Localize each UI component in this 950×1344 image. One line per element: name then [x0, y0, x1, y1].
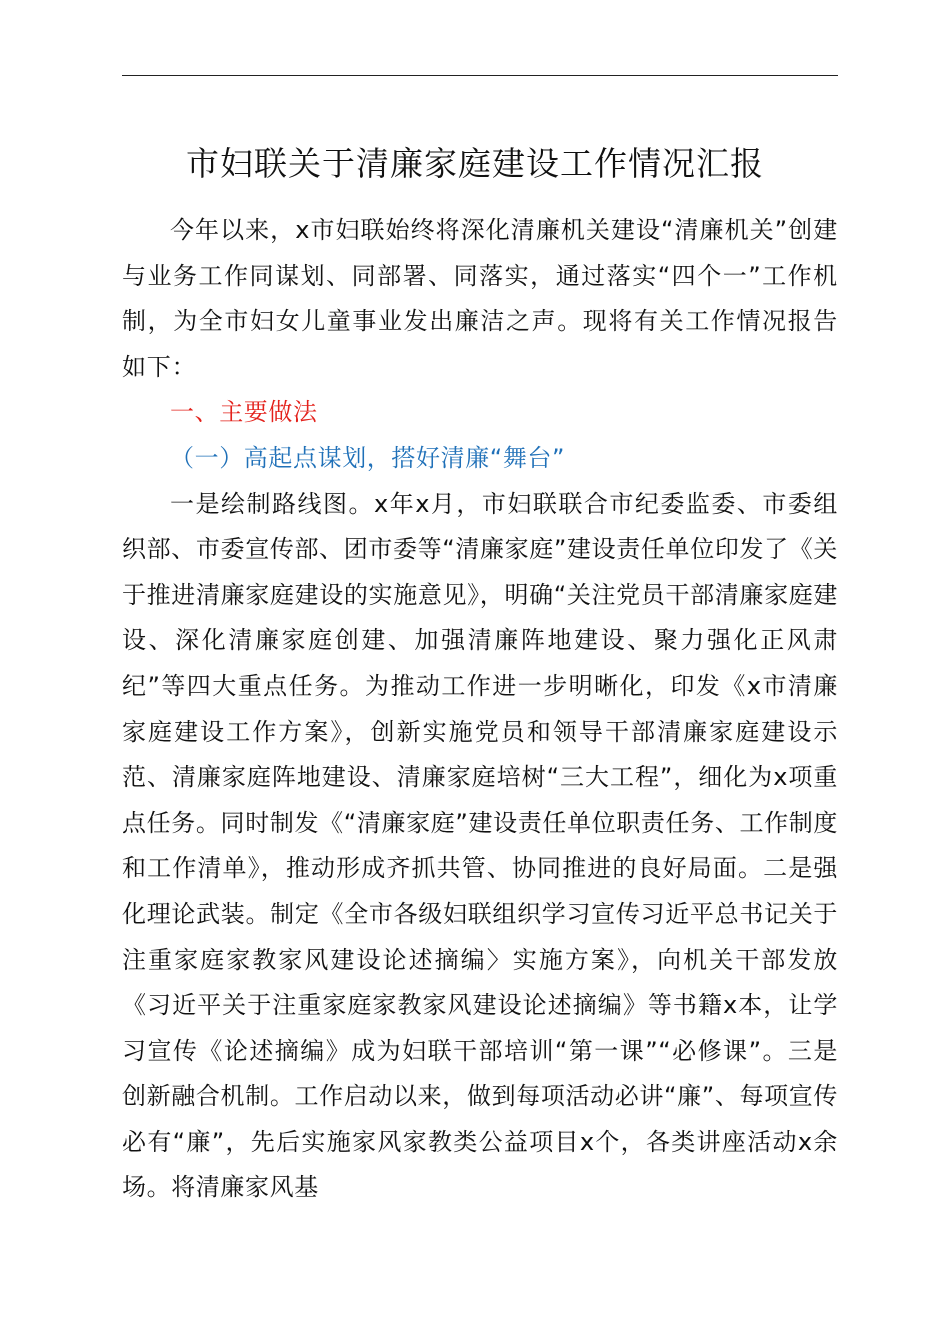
intro-paragraph: 今年以来，x市妇联始终将深化清廉机关建设“清廉机关”创建与业务工作同谋划、同部署、同落实，通过落实“四个一”工作机制，为全市妇女儿童事业发出廉洁之声。现将有关工作情况报告如下：	[122, 216, 838, 381]
section-heading-main-practices: 一、主要做法	[170, 398, 318, 427]
subsection-heading-planning: （一）高起点谋划，搭好清廉“舞台”	[170, 443, 566, 472]
document-body	[122, 208, 838, 1211]
header-rule	[122, 75, 838, 76]
document-title: 市妇联关于清廉家庭建设工作情况汇报	[186, 144, 764, 183]
body-paragraph: 一是绘制路线图。x年x月，市妇联联合市纪委监委、市委组织部、市委宣传部、团市委等“清廉家庭”建设责任单位印发了《关于推进清廉家庭建设的实施意见》，明确“关注党员干部清廉家庭建设、深化清廉家庭创建、加强清廉阵地建设、聚力强化正风肃纪”等四大重点任务。为推动工作进一步明晰化，印发《x市清廉家庭建设工作方案》，创新实施党员和领导干部清廉家庭建设示范、清廉家庭阵地建设、清廉家庭培树“三大工程”，细化为x项重点任务。同时制发《“清廉家庭”建设责任单位职责任务、工作制度和工作清单》，推动形成齐抓共管、协同推进的良好局面。二是强化理论武装。制定《全市各级妇联组织学习宣传习近平总书记关于注重家庭家教家风建设论述摘编〉实施方案》，向机关干部发放《习近平关于注重家庭家教家风建设论述摘编》等书籍x本，让学习宣传《论述摘编》成为妇联干部培训“第一课”“必修课”。三是创新融合机制。工作启动以来，做到每项活动必讲“廉”、每项宣传必有“廉”，先后实施家风家教类公益项目x个，各类讲座活动x余场。将清廉家风基	[122, 489, 838, 1202]
